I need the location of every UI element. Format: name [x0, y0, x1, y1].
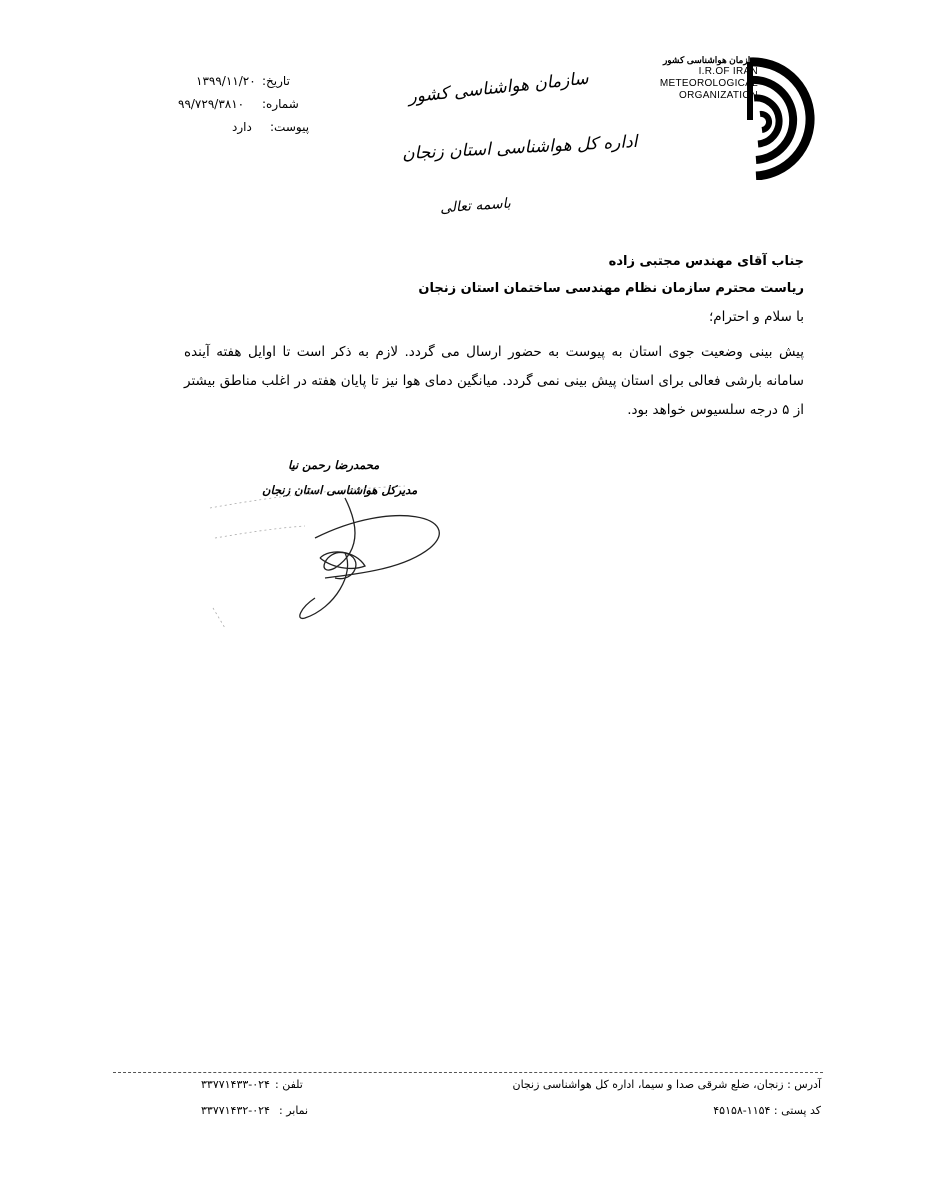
footer-phone-label: تلفن :	[275, 1078, 303, 1091]
date-value: ۱۳۹۹/۱۱/۲۰	[196, 74, 256, 88]
footer-postal-code: کد پستی : ۱۱۵۴-۴۵۱۵۸	[713, 1104, 821, 1117]
signatory-title: مدیرکل هواشناسی استان زنجان	[262, 483, 418, 497]
recipient-title: ریاست محترم سازمان نظام مهندسی ساختمان استان زنجان	[418, 281, 804, 296]
logo-english-line-2: METEOROLOGICAL	[659, 78, 758, 89]
logo-english-line-1: I.R.OF IRAN	[698, 66, 758, 77]
header-org-name: سازمان هواشناسی کشور	[407, 68, 590, 108]
logo-persian-text: سازمان هواشناسی کشور	[662, 55, 758, 65]
footer-fax-label: نمابر :	[279, 1104, 309, 1117]
attachment-label: پیوست:	[270, 120, 310, 134]
date-label: تاریخ:	[262, 74, 290, 88]
organization-logo	[640, 50, 816, 180]
spiral-emblem-icon	[720, 50, 816, 180]
signatory-name: محمدرضا رحمن نیا	[288, 458, 380, 472]
attachment-value: دارد	[232, 120, 252, 134]
header-dept-name: اداره کل هواشناسی استان زنجان	[401, 131, 638, 165]
handwritten-signature	[205, 478, 455, 633]
footer-fax-value: ۳۳۷۷۱۴۳۲-۰۲۴	[201, 1104, 270, 1117]
header-invocation: باسمه تعالی	[439, 195, 512, 217]
recipient-name: جناب آقای مهندس مجتبی زاده	[608, 254, 804, 269]
footer-divider	[113, 1072, 823, 1073]
greeting: با سلام و احترام؛	[708, 309, 804, 325]
footer-phone-value: ۳۳۷۷۱۴۳۳-۰۲۴	[201, 1078, 270, 1091]
logo-english-line-3: ORGANIZATION	[679, 90, 758, 101]
number-label: شماره:	[262, 97, 299, 111]
letter-body: پیش بینی وضعیت جوی استان به پیوست به حضور ارسال می گردد. لازم به ذکر است تا اوایل هفته آینده سامانه بارشی فعالی برای استان پیش بینی نمی گردد. میانگین دمای هوا نیز تا پایان هفته در اغلب مناطق بیشتر از ۵ درجه سلسیوس خواهد بود.	[184, 344, 804, 418]
number-value: ۹۹/۷۲۹/۳۸۱۰	[178, 97, 245, 111]
footer-address: آدرس : زنجان، ضلع شرقی صدا و سیما، اداره کل هواشناسی زنجان	[512, 1078, 821, 1091]
